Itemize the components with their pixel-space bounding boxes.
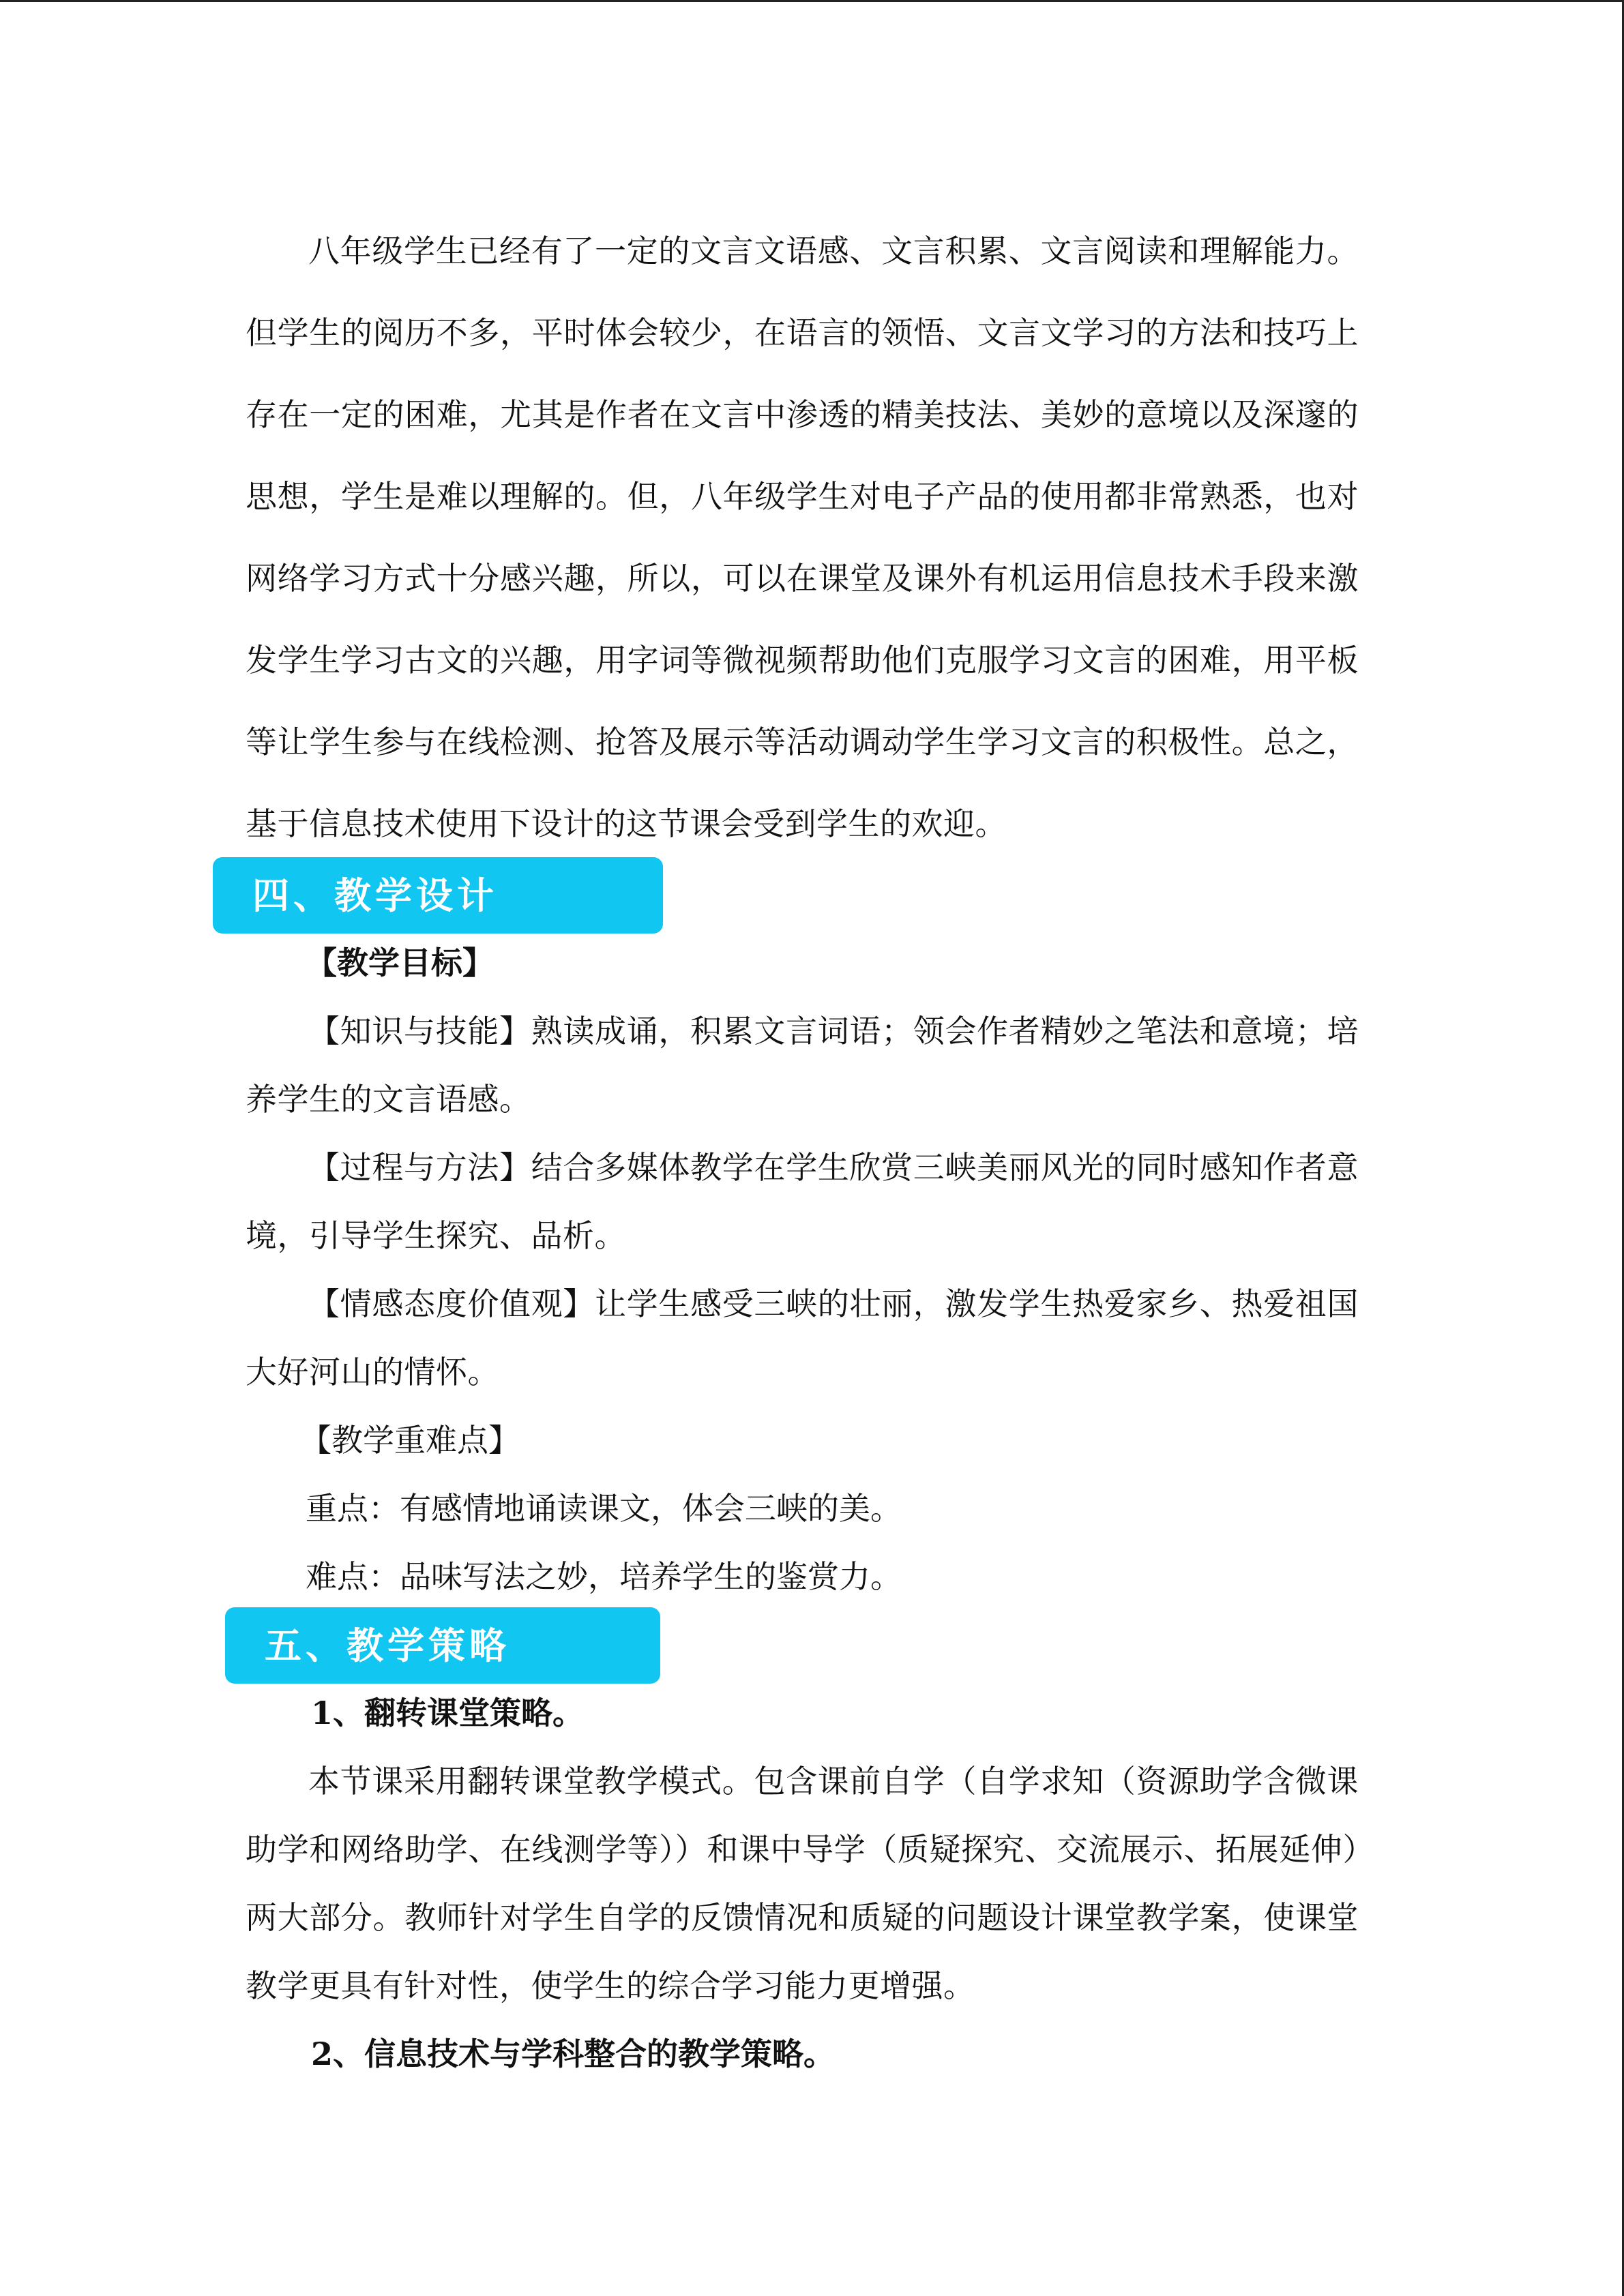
- strategy2-heading: 2、信息技术与学科整合的教学策略。: [311, 2036, 836, 2072]
- key-difficult-heading: 【教学重难点】: [300, 1422, 520, 1459]
- section-header-teaching-design: 四、教学设计: [213, 857, 663, 934]
- intro-paragraph: 八年级学生已经有了一定的文言文语感、文言积累、文言阅读和理解能力。但学生的阅历不多，平时体会较少，在语言的领悟、文言文学习的方法和技巧上存在一定的困难，尤其是作者在文言中渗透的精美技法、美妙的意境以及深邃的思想，学生是难以理解的。但，八年级学生对电子产品的使用都非常熟悉，也对网络学习方式十分感兴趣，所以，可以在课堂及课外有机运用信息技术手段来激发学生学习古文的兴趣，用字词等微视频帮助他们克服学习文言的困难，用平板等让学生参与在线检测、抢答及展示等活动调动学生学习文言的积极性。总之，基于信息技术使用下设计的这节课会受到学生的欢迎。: [246, 233, 1359, 842]
- objective-emotion: 【情感态度价值观】让学生感受三峡的壮丽，激发学生热爱家乡、热爱祖国大好河山的情怀。: [246, 1285, 1359, 1390]
- objectives-heading: 【教学目标】: [306, 944, 494, 981]
- difficult-point: 难点：品味写法之妙，培养学生的鉴赏力。: [306, 1558, 902, 1595]
- section-header-teaching-strategy: 五、教学策略: [225, 1607, 660, 1684]
- objective-knowledge: 【知识与技能】熟读成诵，积累文言词语；领会作者精妙之笔法和意境；培养学生的文言语感。: [246, 1013, 1359, 1118]
- key-point: 重点：有感情地诵读课文，体会三峡的美。: [306, 1490, 902, 1527]
- page-border-top: [0, 0, 1624, 2]
- strategy1-text: 本节课采用翻转课堂教学模式。包含课前自学（自学求知（资源助学含微课助学和网络助学、在线测学等））和课中导学（质疑探究、交流展示、拓展延伸）两大部分。教师针对学生自学的反馈情况和质疑的问题设计课堂教学案，使课堂教学更具有针对性，使学生的综合学习能力更增强。: [246, 1763, 1359, 2004]
- strategy1-heading: 1、翻转课堂策略。: [311, 1695, 585, 1731]
- objective-process: 【过程与方法】结合多媒体教学在学生欣赏三峡美丽风光的同时感知作者意境，引导学生探究、品析。: [246, 1149, 1359, 1254]
